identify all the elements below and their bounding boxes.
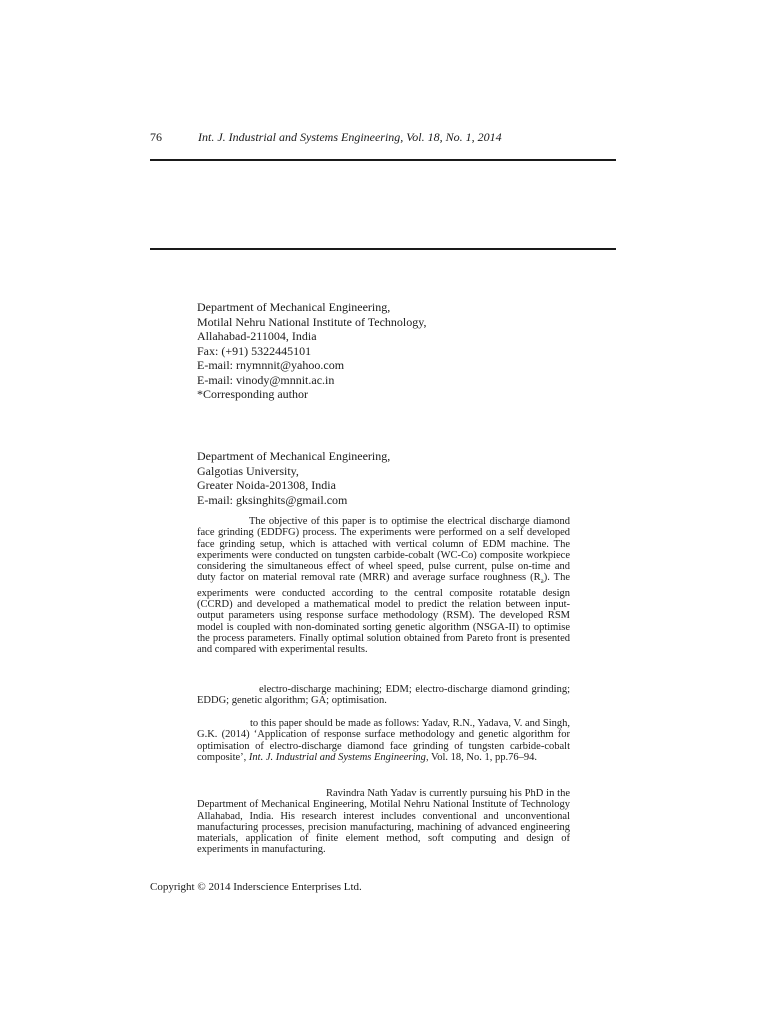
corresponding-author-note: *Corresponding author bbox=[197, 387, 308, 401]
affiliation-line: Allahabad-211004, India bbox=[197, 329, 317, 343]
abstract-paragraph: The objective of this paper is to optimise the electrical discharge diamond face grinding (EDDFG) process. The experiments were performed on a self developed face grinding setup, which is attached with vertical column of EDM machine. The experiments were conducted on tungsten carbide-cobalt (WC-Co) composite workpiece considering the simultaneous effect of wheel speed, pulse current, pulse on-time and duty factor on material removal rate (MRR) and average surface roughness $(R_a)$. The experiments were conducted according to the central composite rotatable design (CCRD) and developed a mathematical model to predict the relation between input-output parameters using response surface methodology (RSM). The developed RSM model is coupled with non-dominated sorting genetic algorithm (NSGA-II) to optimise the process parameters. Finally optimal solution obtained from Pareto front is presented and compared with experimental results. bbox=[197, 516, 570, 656]
header-rule-bottom bbox=[150, 248, 616, 250]
affiliation-line: Motilal Nehru National Institute of Technology, bbox=[197, 314, 427, 329]
keywords-paragraph: electro-discharge machining; EDM; electro-discharge diamond grinding; EDDG; genetic algorithm; GA; optimisation. bbox=[197, 684, 570, 707]
affiliation-block-2 bbox=[197, 449, 390, 507]
affiliation-line: Department of Mechanical Engineering, bbox=[197, 300, 391, 314]
affiliation-line: Greater Noida-201308, India bbox=[197, 478, 336, 492]
page-number: 76 bbox=[150, 130, 162, 144]
email-line: E-mail: rnymnnit@yahoo.com bbox=[197, 358, 345, 372]
copyright-notice: Copyright © 2014 Inderscience Enterprises Ltd. bbox=[150, 881, 362, 893]
affiliation-block-1 bbox=[197, 300, 426, 402]
reference-journal-title: Int. J. Industrial and Systems Engineering bbox=[248, 751, 426, 763]
reference-paragraph: to this paper should be made as follows: Yadav, R.N., Yadava, V. and Singh, G.K. (2014) ‘Application of response surface methodology and genetic algorithm for optimisation of electro-discharge diamond face grinding of tungsten carbide-cobalt composite’, Int. J. Industrial and Systems Engineering, Vol. 18, No. 1, pp.76–94. bbox=[197, 718, 570, 763]
email-line: E-mail: vinody@mnnit.ac.in bbox=[197, 372, 335, 387]
affiliation-line: Department of Mechanical Engineering, bbox=[197, 449, 391, 463]
header-rule-top bbox=[150, 159, 616, 161]
fax-line: Fax: (+91) 5322445101 bbox=[197, 343, 312, 358]
journal-citation: Int. J. Industrial and Systems Engineering, Vol. 18, No. 1, 2014 bbox=[198, 130, 502, 144]
biography-paragraph: Ravindra Nath Yadav is currently pursuing his PhD in the Department of Mechanical Engineering, Motilal Nehru National Institute of Technology Allahabad, India. His research interest includes conventional and unconventional manufacturing processes, precision manufacturing, machining of advanced engineering materials, application of finite element method, soft computing and design of experiments in manufacturing. bbox=[197, 788, 570, 856]
roughness-subscript: a bbox=[540, 577, 544, 586]
email-line: E-mail: gksinghits@gmail.com bbox=[197, 492, 348, 507]
affiliation-line: Galgotias University, bbox=[197, 463, 299, 478]
